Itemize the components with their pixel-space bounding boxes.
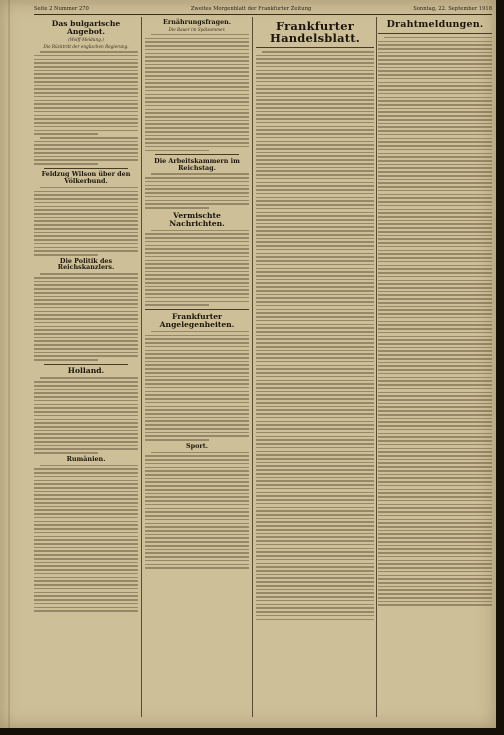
column-4 <box>378 17 492 719</box>
divider <box>145 309 249 310</box>
article-body <box>34 187 138 256</box>
header-date: Sonntag, 22. September 1918 <box>413 6 492 12</box>
article-body <box>145 331 249 441</box>
headline-misc: Vermischte Nachrichten. <box>169 210 225 228</box>
article-body <box>34 377 138 453</box>
column-rule <box>252 17 253 717</box>
divider <box>378 33 492 34</box>
article-body <box>145 452 249 569</box>
article-body <box>145 34 249 151</box>
scan-edge <box>496 0 504 735</box>
headline-telegrams: Drahtmeldungen. <box>386 19 484 30</box>
subheading: Die Rücktritt der englischen Regierung. <box>43 43 129 49</box>
column-2 <box>145 17 249 719</box>
article-body <box>34 273 138 360</box>
headline-sport: Sport. <box>186 441 208 450</box>
divider <box>256 47 374 48</box>
article-body <box>145 230 249 306</box>
headline-chancellor: Die Politik des Reichskanzlers. <box>57 256 115 272</box>
scan-edge <box>0 728 504 735</box>
divider <box>155 154 239 155</box>
divider <box>44 364 128 365</box>
headline-frankfurt-affairs: Frankfurter Angelegenheiten. <box>159 311 235 329</box>
column-3 <box>256 17 374 719</box>
page-fold-shadow <box>8 0 10 728</box>
article-body <box>145 173 249 208</box>
column-rule <box>376 17 377 717</box>
page-header <box>34 4 492 15</box>
header-page-number: Seite 2 Nummer 270 <box>34 6 89 12</box>
header-paper-title: Zweites Morgenblatt der Frankfurter Zeitung <box>190 6 312 12</box>
article-body <box>34 51 138 165</box>
headline-labour: Die Arbeitskammern im Reichstag. <box>154 156 240 172</box>
headline-wilson: Feldzug Wilson über den Völkerbund. <box>41 170 131 186</box>
article-body <box>34 465 138 612</box>
article-body <box>378 37 492 606</box>
subheading: Die Bauer im Spätsommer. <box>168 26 226 32</box>
headline-food: Ernährungsfragen. <box>162 18 232 26</box>
headline-romania: Rumänien. <box>66 454 106 463</box>
headline-holland: Holland. <box>67 366 105 376</box>
article-body <box>256 51 374 620</box>
subheading: (Wolff-Meldung.) <box>68 36 104 42</box>
headline-handelsblatt: Frankfurter Handelsblatt. <box>270 19 360 46</box>
headline-bulgarian-offer: Das bulgarische Angebot. <box>51 19 121 36</box>
divider <box>44 168 128 169</box>
column-rule <box>141 17 142 717</box>
column-1 <box>34 17 138 719</box>
